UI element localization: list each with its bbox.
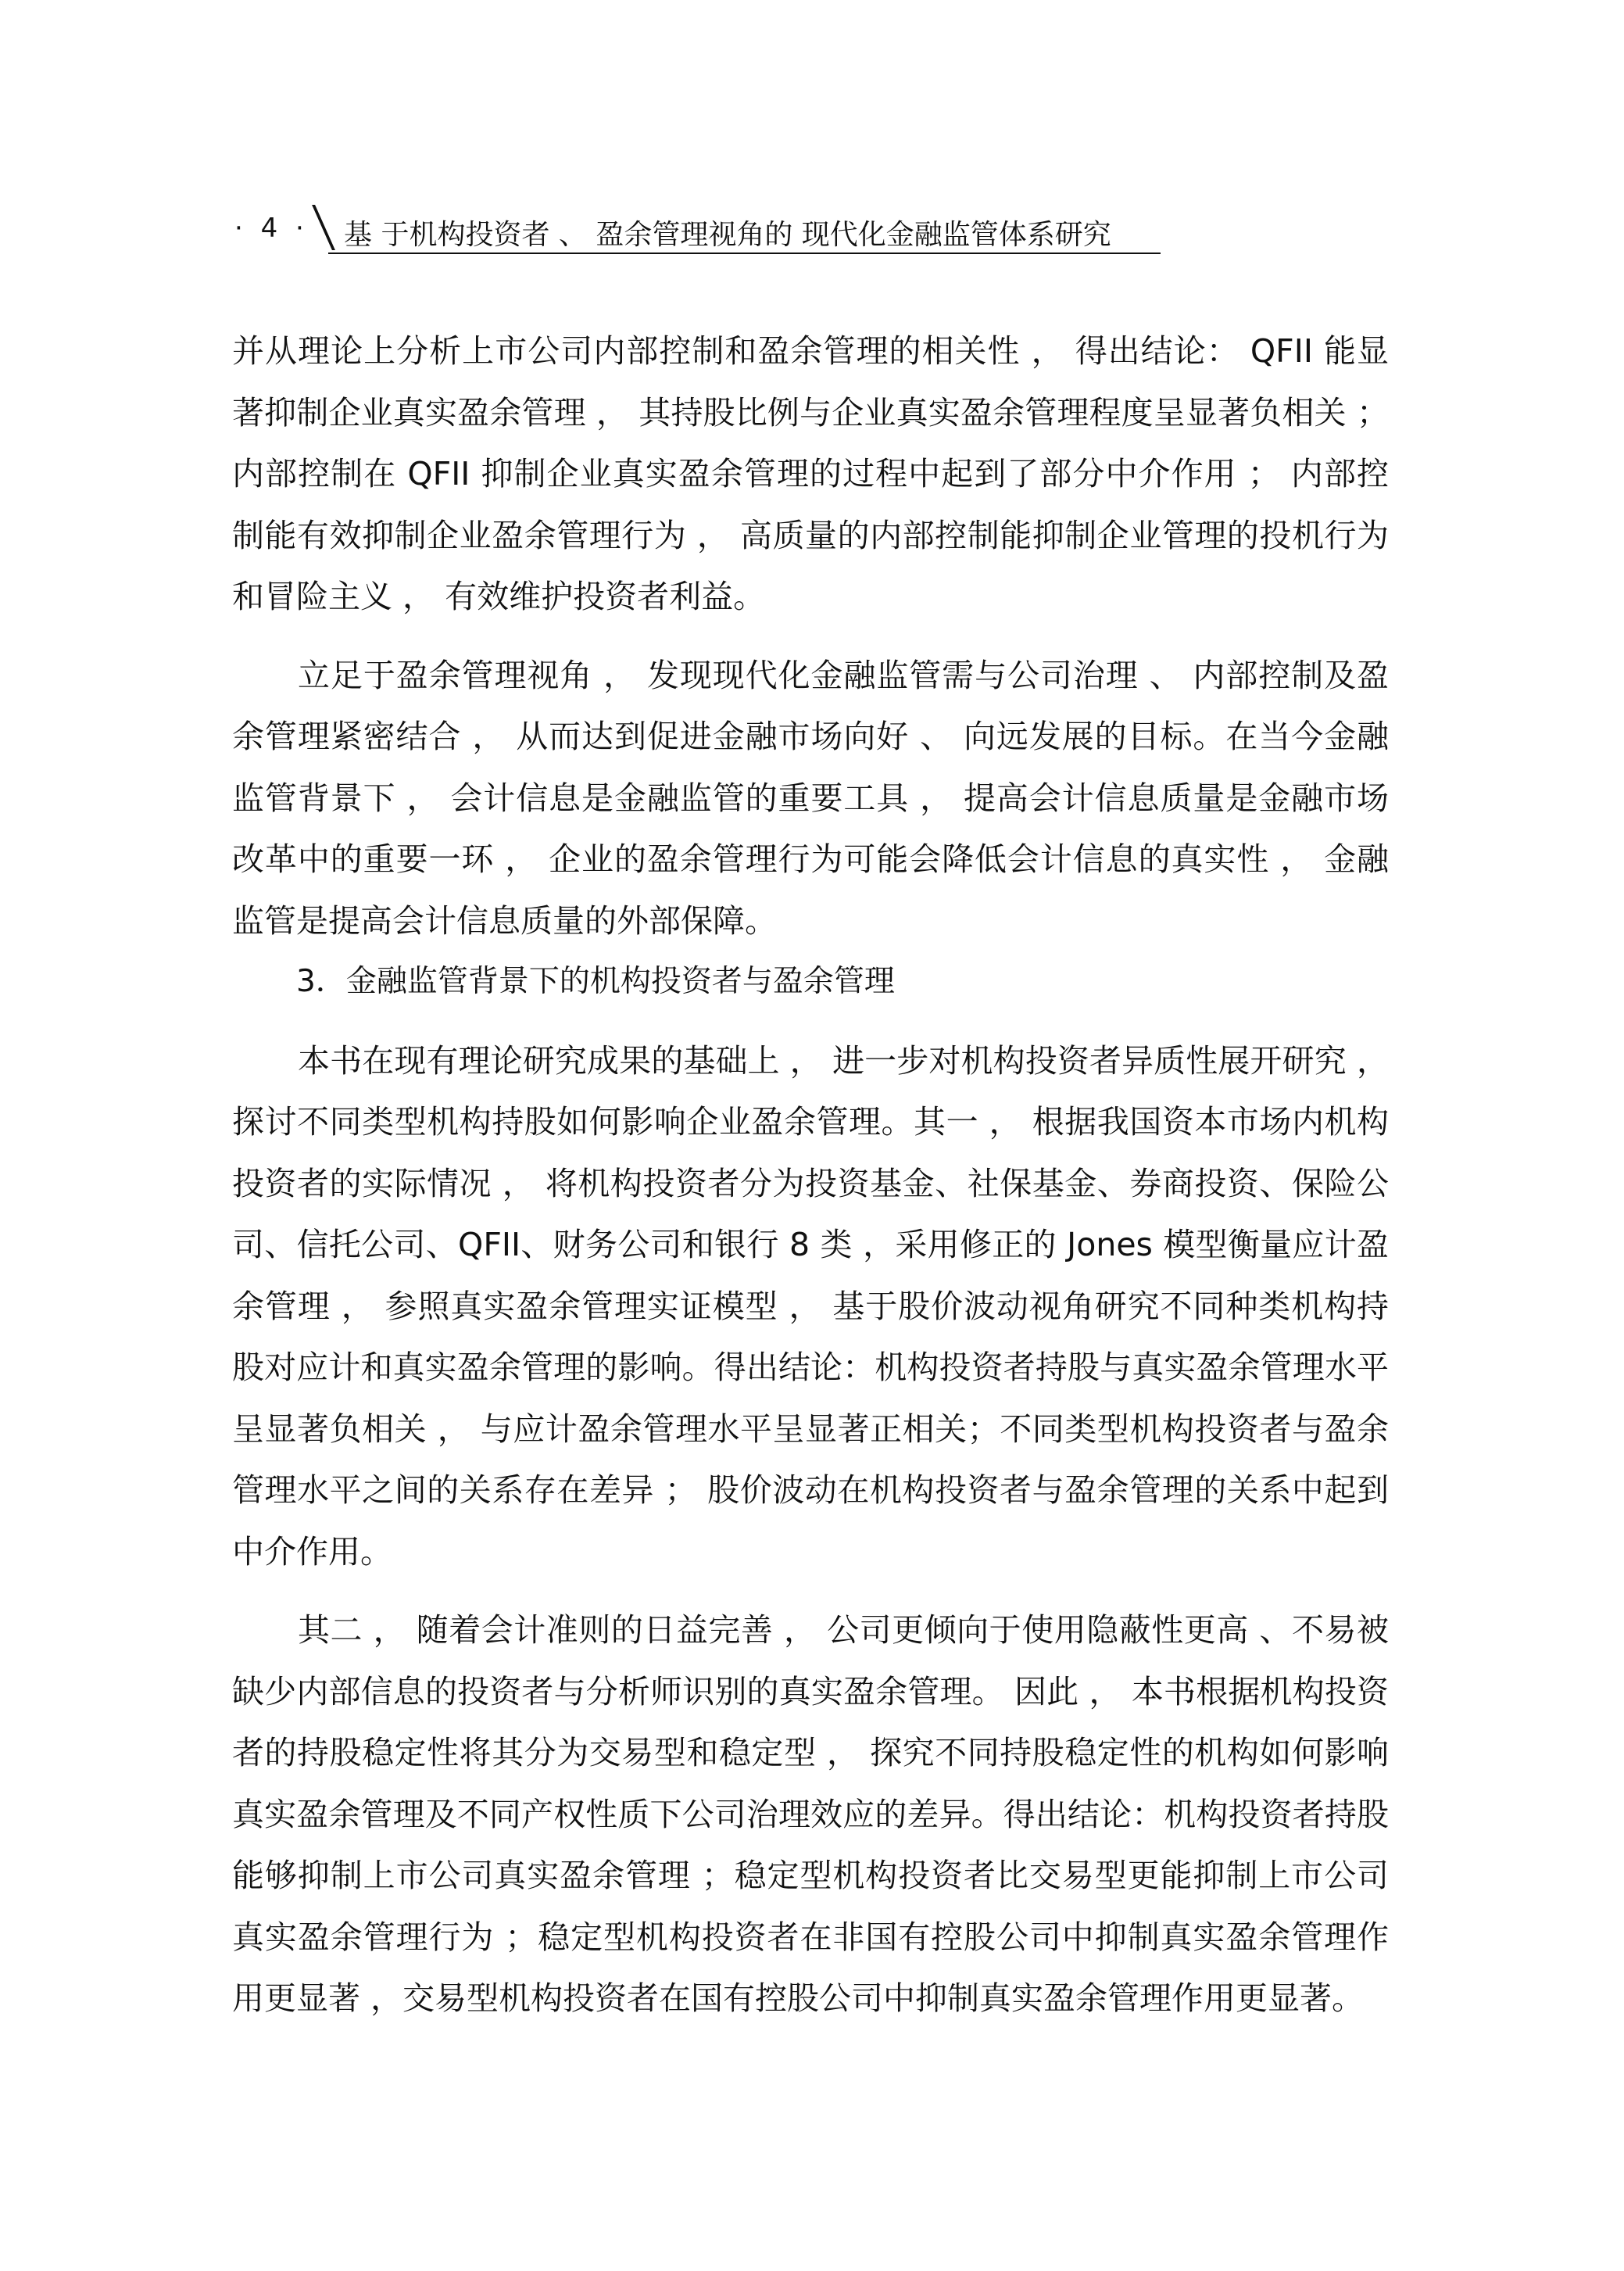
header-slash-divider: [312, 205, 335, 250]
section-heading-3: 3．金融监管背景下的机构投资者与盈余管理: [296, 964, 895, 999]
running-header-title: 基 于机构投资者 、 盈余管理视角的 现代化金融监管体系研究: [344, 219, 1111, 251]
paragraph-3: 本书在现有理论研究成果的基础上 ， 进一步对机构投资者异质性展开研究 ， 探讨不同类型机构持股如何影响企业盈余管理。其一 ， 根据我国资本市场内机构投资者的实际情况 ， 将机构投资者分为投资基金、社保基金、券商投资、保险公司、信托公司、QFII、财务公司和银行 8 类 ，采用修正的 Jones 模型衡量应计盈余管理 ， 参照真实盈余管理实证模型 ， 基于股价波动视角研究不同种类机构持股对应计和真实盈余管理的影响。得出结论：机构投资者持股与真实盈余管理水平呈显著负相关 ， 与应计盈余管理水平呈显著正相关；不同类型机构投资者与盈余管理水平之间的关系存在差异 ； 股价波动在机构投资者与盈余管理的关系中起到中介作用。: [232, 1041, 1389, 1571]
paragraph-1: 并从理论上分析上市公司内部控制和盈余管理的相关性 ， 得出结论： QFII 能显著抑制企业真实盈余管理 ， 其持股比例与企业真实盈余管理程度呈显著负相关 ； 内部控制在 QFII 抑制企业真实盈余管理的过程中起到了部分中介作用 ； 内部控制能有效抑制企业盈余管理行为 ， 高质量的内部控制能抑制企业管理的投机行为和冒险主义 ， 有效维护投资者利益。: [232, 332, 1389, 615]
running-header: [234, 210, 1164, 256]
header-underline-rule: [328, 253, 1161, 254]
paragraph-4: 其二 ， 随着会计准则的日益完善 ， 公司更倾向于使用隐蔽性更高 、不易被缺少内部信息的投资者与分析师识别的真实盈余管理。 因此 ， 本书根据机构投资者的持股稳定性将其分为交易型和稳定型 ， 探究不同持股稳定性的机构如何影响真实盈余管理及不同产权性质下公司治理效应的差异。得出结论：机构投资者持股能够抑制上市公司真实盈余管理 ；稳定型机构投资者比交易型更能抑制上市公司真实盈余管理行为 ；稳定型机构投资者在非国有控股公司中抑制真实盈余管理作用更显著 ，交易型机构投资者在国有控股公司中抑制真实盈余管理作用更显著。: [232, 1611, 1389, 2017]
paragraph-2: 立足于盈余管理视角 ， 发现现代化金融监管需与公司治理 、 内部控制及盈余管理紧密结合 ， 从而达到促进金融市场向好 、 向远发展的目标。在当今金融监管背景下 ， 会计信息是金融监管的重要工具 ， 提高会计信息质量是金融市场改革中的重要一环 ， 企业的盈余管理行为可能会降低会计信息的真实性 ， 金融监管是提高会计信息质量的外部保障。: [232, 656, 1389, 940]
body-text: [232, 321, 1389, 2029]
page-number: · 4 ·: [234, 213, 309, 244]
